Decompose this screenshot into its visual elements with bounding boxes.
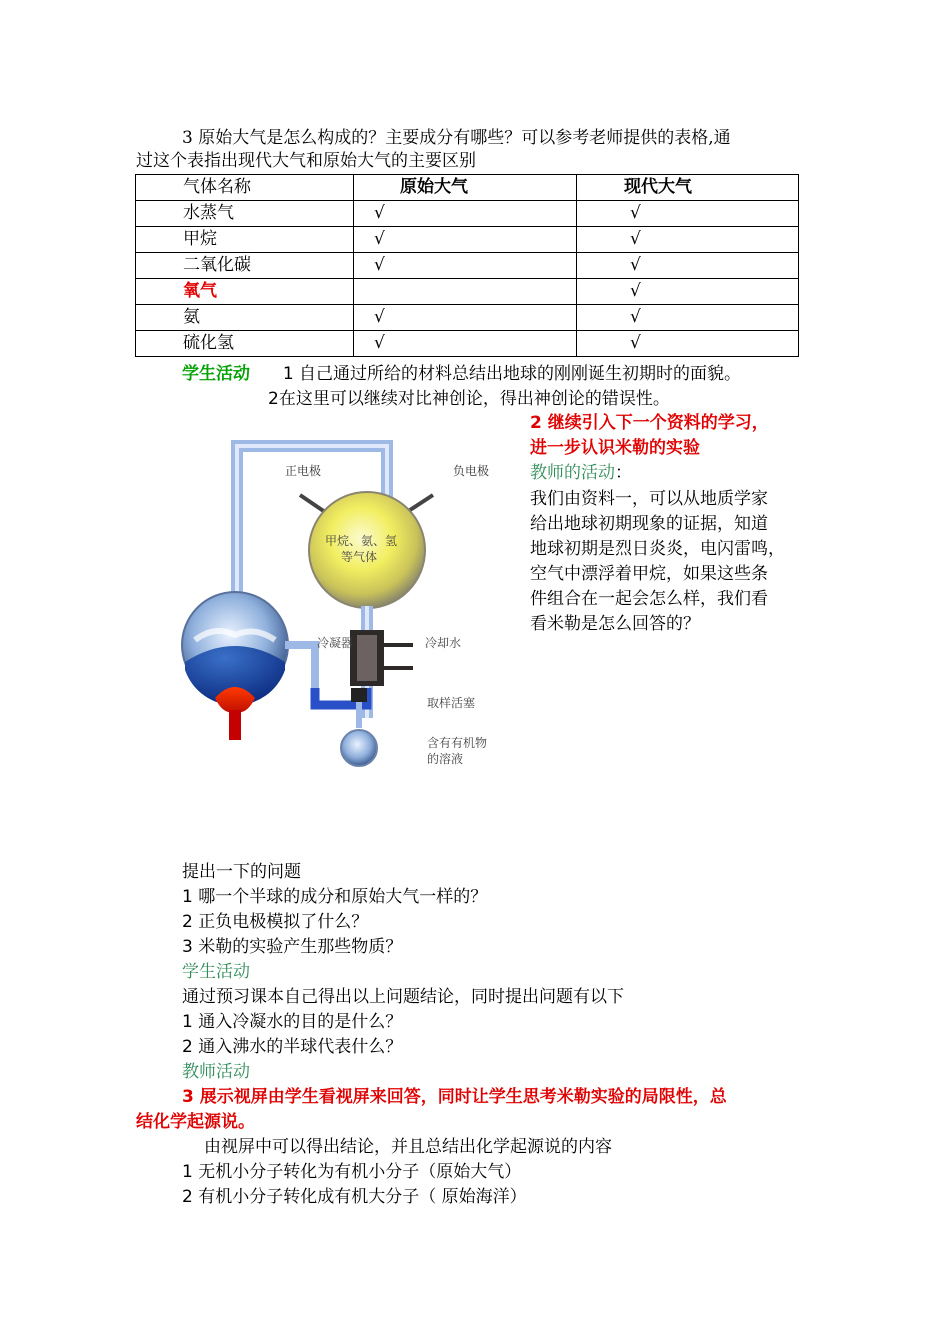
student-question-item: 1 通入冷凝水的目的是什么？ — [182, 1012, 403, 1032]
header-gas-name: 气体名称 — [136, 175, 354, 201]
student-activity-1 — [182, 363, 741, 385]
gas-name: 硫化氢 — [136, 331, 354, 357]
gas-name: 甲烷 — [136, 227, 354, 253]
conclusion-intro: 由视屏中可以得出结论，并且总结出化学起源说的内容 — [204, 1137, 612, 1157]
table-row — [136, 201, 799, 227]
intro-line-2: 过这个表指出现代大气和原始大气的主要区别 — [136, 151, 476, 171]
modern-check: √ — [577, 279, 799, 305]
teacher-activity-2-line-2: 结化学起源说。 — [136, 1112, 255, 1132]
modern-check: √ — [577, 331, 799, 357]
side-line: 件组合在一起会怎么样，我们看 — [530, 589, 768, 609]
teacher-activity-2-line-1: 3 展示视屏由学生看视屏来回答，同时让学生思考米勒实验的局限性，总 — [182, 1087, 727, 1107]
gas-comparison-table — [135, 174, 799, 357]
teacher-activity-2-label: 教师活动 — [182, 1062, 250, 1082]
table-row — [136, 305, 799, 331]
miller-apparatus-illustration — [175, 430, 520, 780]
student-activity-line-2: 2在这里可以继续对比神创论，得出神创论的错误性。 — [268, 389, 670, 409]
label-organic-solution-line-1: 含有有机物 — [427, 736, 488, 750]
modern-check: √ — [577, 305, 799, 331]
conclusion-item: 2 有机小分子转化成有机大分子（ 原始海洋） — [182, 1187, 527, 1207]
label-gas-mixture-line-1: 甲烷、氨、氢 — [325, 534, 398, 548]
gas-name: 二氧化碳 — [136, 253, 354, 279]
teacher-activity-label: 教师的活动 — [530, 463, 615, 483]
header-original-atmosphere: 原始大气 — [354, 175, 577, 201]
table-row — [136, 279, 799, 305]
table-row — [136, 331, 799, 357]
student-question-item: 2 通入沸水的半球代表什么？ — [182, 1037, 403, 1057]
student-activity-text: 1 自己通过所给的材料总结出地球的刚刚诞生初期时的面貌。 — [282, 364, 742, 384]
teacher-activity-colon: ： — [615, 463, 632, 483]
side-red-line-1: 2 继续引入下一个资料的学习， — [530, 413, 769, 433]
label-positive-electrode: 正电极 — [285, 464, 322, 478]
table-row — [136, 227, 799, 253]
label-condenser: 冷凝器 — [317, 636, 354, 650]
student-activity-2-label: 学生活动 — [182, 962, 250, 982]
side-line: 地球初期是烈日炎炎，电闪雷鸣， — [530, 539, 785, 559]
conclusion-item: 1 无机小分子转化为有机小分子（原始大气） — [182, 1162, 522, 1182]
student-activity-2-text: 通过预习课本自己得出以上问题结论，同时提出问题有以下 — [182, 987, 624, 1007]
question-item: 3 米勒的实验产生那些物质？ — [182, 937, 403, 957]
label-gas-mixture-line-2: 等气体 — [341, 550, 378, 564]
original-check — [354, 279, 577, 305]
gas-name: 氨 — [136, 305, 354, 331]
side-line: 我们由资料一，可以从地质学家 — [530, 489, 768, 509]
gas-name: 水蒸气 — [136, 201, 354, 227]
original-check: √ — [354, 305, 577, 331]
gas-name: 氧气 — [136, 279, 354, 305]
teacher-activity-heading — [530, 462, 632, 484]
side-line: 空气中漂浮着甲烷，如果这些条 — [530, 564, 768, 584]
side-red-line-2: 进一步认识米勒的实验 — [530, 438, 700, 458]
label-cooling-water: 冷却水 — [425, 636, 462, 650]
table-row — [136, 253, 799, 279]
student-activity-label: 学生活动 — [182, 364, 250, 384]
side-line: 看米勒是怎么回答的？ — [530, 614, 700, 634]
side-line: 给出地球初期现象的证据，知道 — [530, 514, 768, 534]
label-organic-solution-line-2: 的溶液 — [427, 752, 464, 766]
original-check: √ — [354, 331, 577, 357]
modern-check: √ — [577, 227, 799, 253]
question-item: 2 正负电极模拟了什么？ — [182, 912, 369, 932]
header-modern-atmosphere: 现代大气 — [577, 175, 799, 201]
intro-line-1: 3 原始大气是怎么构成的？主要成分有哪些？可以参考老师提供的表格,通 — [182, 128, 731, 148]
original-check: √ — [354, 201, 577, 227]
miller-experiment-diagram — [175, 430, 520, 780]
modern-check: √ — [577, 253, 799, 279]
label-negative-electrode: 负电极 — [453, 464, 490, 478]
original-check: √ — [354, 253, 577, 279]
question-item: 1 哪一个半球的成分和原始大气一样的？ — [182, 887, 488, 907]
questions-title: 提出一下的问题 — [182, 862, 301, 882]
original-check: √ — [354, 227, 577, 253]
table-header-row — [136, 175, 799, 201]
modern-check: √ — [577, 201, 799, 227]
label-sampling-stopcock: 取样活塞 — [427, 696, 476, 710]
